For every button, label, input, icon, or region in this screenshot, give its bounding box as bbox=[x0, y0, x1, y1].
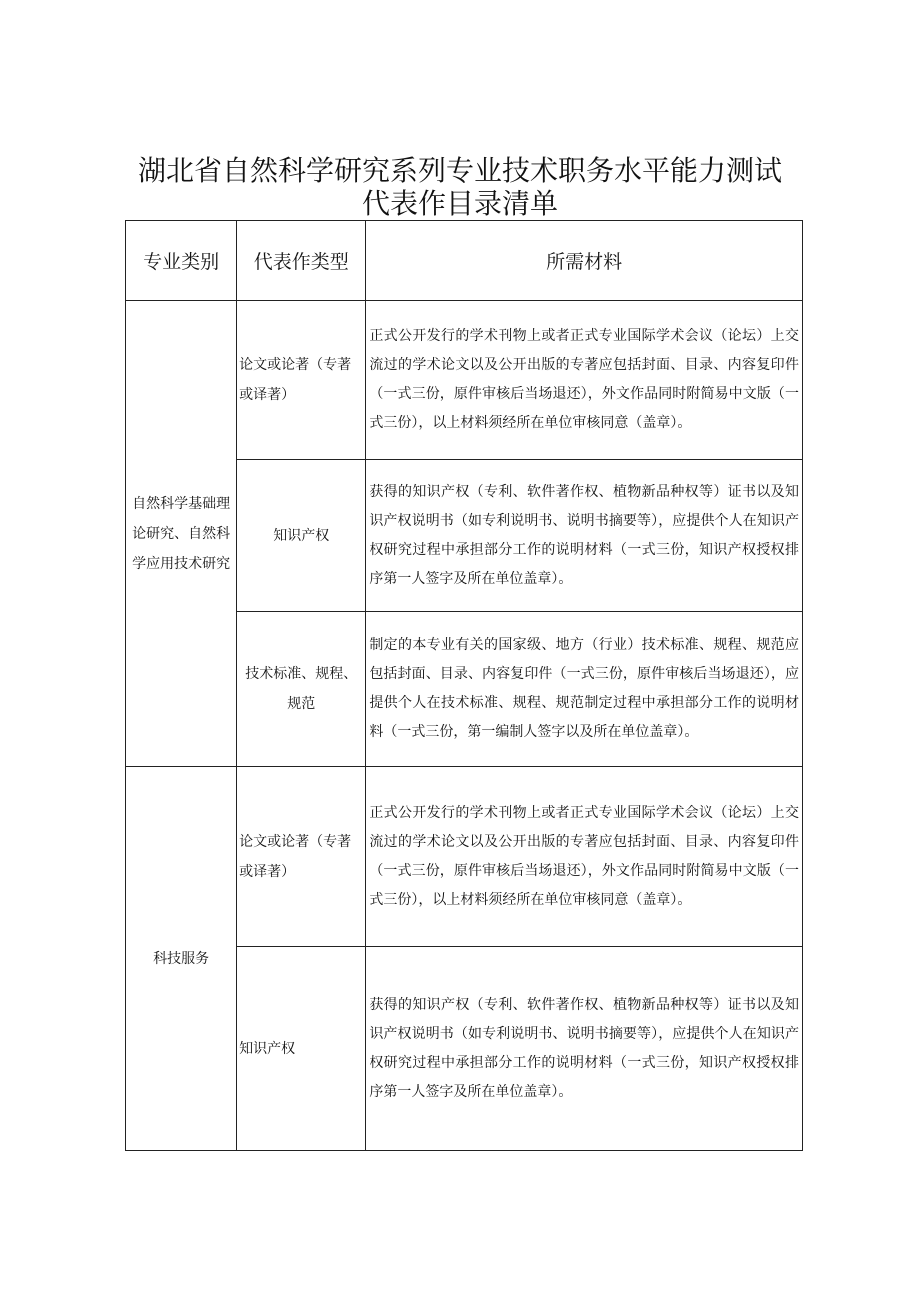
header-materials: 所需材料 bbox=[366, 221, 803, 301]
header-category: 专业类别 bbox=[126, 221, 237, 301]
materials-cell-standard: 制定的本专业有关的国家级、地方（行业）技术标准、规程、规范应包括封面、目录、内容复印件（一式三份，原件审核后当场退还），应提供个人在技术标准、规程、规范制定过程中承担部分工作的说明材料（一式三份，第一编制人签字以及所在单位盖章）。 bbox=[366, 612, 803, 767]
table-row bbox=[126, 767, 803, 947]
table-row bbox=[126, 301, 803, 460]
category-cell-natural-science: 自然科学基础理论研究、自然科学应用技术研究 bbox=[126, 301, 237, 767]
document-title-line-1: 湖北省自然科学研究系列专业技术职务水平能力测试 bbox=[137, 154, 782, 187]
materials-cell-ip: 获得的知识产权（专利、软件著作权、植物新品种权等）证书以及知识产权说明书（如专利说明书、说明书摘要等），应提供个人在知识产权研究过程中承担部分工作的说明材料（一式三份，知识产权授权排序第一人签字及所在单位盖章）。 bbox=[366, 460, 803, 612]
document-title-line-2: 代表作目录清单 bbox=[361, 187, 558, 220]
catalog-table bbox=[125, 220, 803, 1151]
header-type: 代表作类型 bbox=[237, 221, 366, 301]
type-cell-paper: 论文或论著（专著或译著） bbox=[237, 767, 366, 947]
category-cell-tech-service: 科技服务 bbox=[126, 767, 237, 1151]
materials-cell-paper: 正式公开发行的学术刊物上或者正式专业国际学术会议（论坛）上交流过的学术论文以及公开出版的专著应包括封面、目录、内容复印件（一式三份，原件审核后当场退还），外文作品同时附简易中文版（一式三份），以上材料须经所在单位审核同意（盖章）。 bbox=[366, 767, 803, 947]
materials-cell-paper: 正式公开发行的学术刊物上或者正式专业国际学术会议（论坛）上交流过的学术论文以及公开出版的专著应包括封面、目录、内容复印件（一式三份，原件审核后当场退还），外文作品同时附简易中文版（一式三份），以上材料须经所在单位审核同意（盖章）。 bbox=[366, 301, 803, 460]
type-cell-standard: 技术标准、规程、规范 bbox=[237, 612, 366, 767]
type-cell-paper: 论文或论著（专著或译著） bbox=[237, 301, 366, 460]
type-cell-ip: 知识产权 bbox=[237, 947, 366, 1151]
table-header-row bbox=[126, 221, 803, 301]
materials-cell-ip: 获得的知识产权（专利、软件著作权、植物新品种权等）证书以及知识产权说明书（如专利说明书、说明书摘要等），应提供个人在知识产权研究过程中承担部分工作的说明材料（一式三份，知识产权授权排序第一人签字及所在单位盖章）。 bbox=[366, 947, 803, 1151]
type-cell-ip: 知识产权 bbox=[237, 460, 366, 612]
